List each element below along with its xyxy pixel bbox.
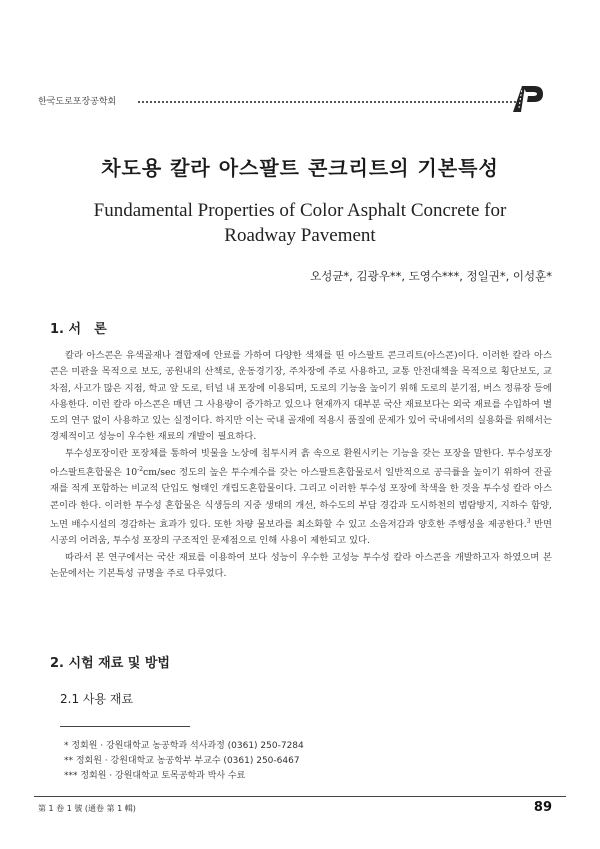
journal-volume: 第 1 卷 1 號 (通卷 第 1 輯) [38,804,136,813]
section-2-heading: 2. 시험 재료 및 방법 [50,656,170,671]
introduction-body [50,348,552,582]
paper-title-english: Fundamental Properties of Color Asphalt Concrete for Roadway Pavement [93,200,507,246]
author-list: 오성균*, 김광우**, 도영수***, 정일권*, 이성훈* [310,269,552,283]
paragraph-3: 따라서 본 연구에서는 국산 재료를 이용하여 보다 성능이 우수한 고성능 투수성 칼라 아스콘을 개발하고자 하였으며 본 논문에서는 기본특성 규명을 주로 다루었다. [50,551,552,580]
running-header [38,92,558,112]
paper-title-korean: 차도용 칼라 아스팔트 콘크리트의 기본특성 [101,156,499,180]
paragraph-1: 칼라 아스콘은 유색골재나 결합재에 안료를 가하여 다양한 색채를 띤 아스팔트 콘크리트(아스콘)이다. 이러한 칼라 아스콘은 미관을 목적으로 보도, 공원내의 산책로, 운동경기장, 주차장에 주로 사용하고, 교통 안전대책을 목적으로 횡단보도, 교차점, 사고가 많은 지점, 학교 앞 도로, 터널 내 포장에 이용되며, 도로의 기능을 높이기 위해 도로의 분기점, 버스 정류장 등에 사용한다. 이런 칼라 아스콘은 매년 그 사용량이 증가하고 있으나 현재까지 대부분 국산 재료보다는 외국 재료를 수입하여 별도의 연구 없이 사용하고 있는 실정이다. 하지만 이는 국내 골재에 적용시 품질에 문제가 있어 국내에서의 실용화를 위해서는 경제적이고 성능이 우수한 재료의 개발이 필요하다. [50,350,553,443]
subsection-2-1-heading: 2.1 사용 재료 [60,692,134,706]
footnote-2: ** 정회원 · 강원대학교 농공학부 부교수 (0361) 250-6467 [64,756,300,766]
footnotes [64,739,304,784]
page-number: 89 [533,800,552,815]
paragraph-2: 투수성포장이란 포장체를 통하여 빗물을 노상에 침투시켜 흙 속으로 환원시키는 기능을 갖는 포장을 말한다. 투수성포장 아스팔트혼합물은 $10^{-2}cm/\sec$ 정도의 높은 투수계수를 갖는 아스팔트혼합물로서 일반적으로 공극률을 높이기 위하여 잔골재를 적게 포함하는 비교적 단입도 형태인 개립도혼합물이다. 그리고 이러한 투수성 포장에 착색을 한 것을 투수성 칼라 아스콘이라 한다. 이러한 투수성 혼합물은 식생등의 지중 생태의 개선, 하수도의 부담 경감과 도시하천의 범람방지, 지하수 함양, 노면 배수시설의 경감하는 효과가 있다. 또한 차량 물보라를 최소화할 수 있고 소음저감과 양호한 주행성을 제공한다.$^3$ 반면 시공의 어려움, 투수성 포장의 구조적인 문제점으로 인해 사용이 제한되고 있다. [50,447,552,547]
header-dotted-leader [138,101,520,103]
footer-rule [34,796,566,797]
footnote-3: *** 정회원 · 강원대학교 토목공학과 박사 수료 [64,771,246,781]
footnote-rule [60,726,190,727]
footnote-1: * 정회원 · 강원대학교 농공학과 석사과정 (0361) 250-7284 [64,741,304,751]
society-logo-icon [510,80,544,114]
section-1-heading: 1. 서 론 [50,322,107,337]
society-name: 한국도로포장공학회 [38,97,117,107]
